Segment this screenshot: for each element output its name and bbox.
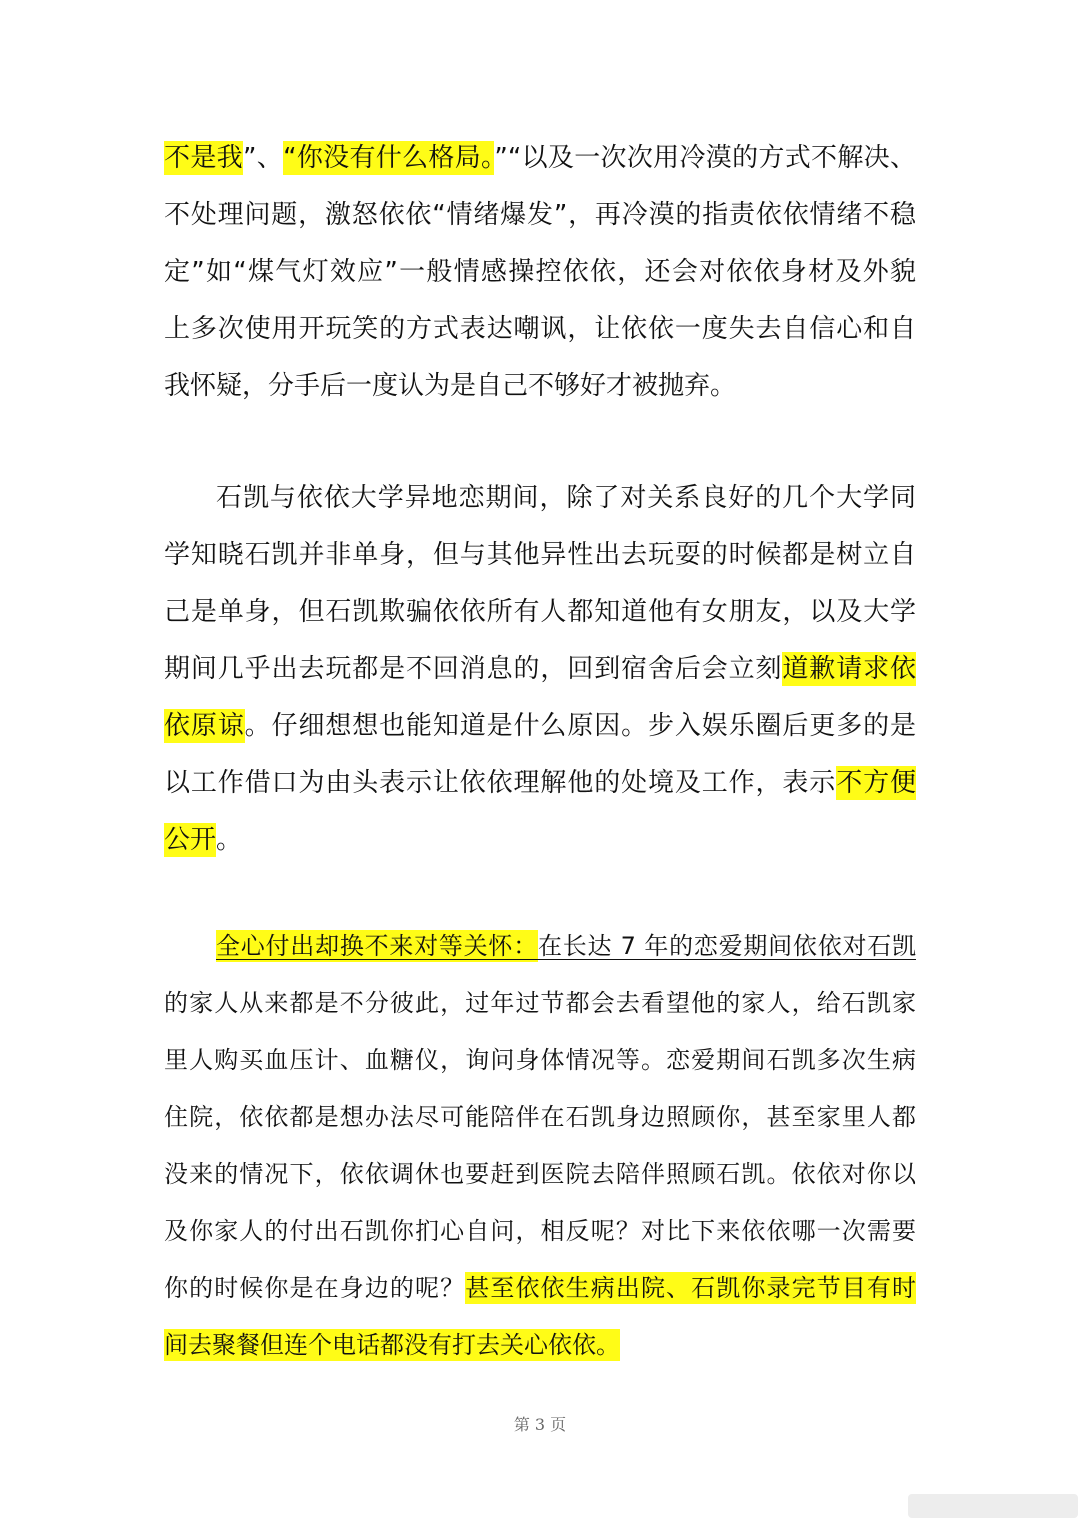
text-line: [164, 1089, 916, 1146]
underlined-text: 在长达 7 年的恋爱期间依依对石凯: [537, 932, 916, 960]
text-span: 期间几乎出去玩都是不回消息的，回到宿舍后会立刻: [164, 654, 783, 684]
text-span: ”、: [242, 143, 284, 173]
text-line: [164, 1203, 916, 1260]
highlight: 不方便: [836, 768, 916, 798]
text-span: 里人购买血压计、血糖仪，询问身体情况等。恋爱期间石凯多次生病: [164, 1046, 916, 1074]
text-line: [164, 812, 916, 869]
text-line: [164, 527, 916, 584]
page-number: 第 3 页: [513, 1415, 567, 1434]
text-line: [164, 918, 916, 975]
text-span: 石凯与依依大学异地恋期间，除了对关系良好的几个大学同: [216, 483, 916, 513]
paragraph-3: [164, 918, 916, 1374]
text-span: 住院，依依都是想办法尽可能陪伴在石凯身边照顾你，甚至家里人都: [164, 1103, 916, 1131]
text-line: [164, 470, 916, 527]
highlight: 不是我: [164, 143, 243, 173]
text-line: [164, 358, 916, 415]
text-span: 。仔细想想也能知道是什么原因。步入娱乐圈后更多的是: [244, 711, 916, 741]
watermark: [908, 1494, 1078, 1518]
paragraph-2: [164, 470, 916, 869]
text-span: 我怀疑，分手后一度认为是自己不够好才被抛弃。: [164, 371, 737, 401]
text-span: 定”如“煤气灯效应”一般情感操控依依，还会对依依身材及外貌: [164, 257, 916, 287]
text-line: [164, 130, 916, 187]
highlight: 依原谅: [164, 711, 245, 741]
text-line: [164, 975, 916, 1032]
text-span: 。: [216, 825, 243, 855]
text-line: [164, 244, 916, 301]
text-line: [164, 698, 916, 755]
text-line: [164, 641, 916, 698]
highlight: 间去聚餐但连个电话都没有打去关心依依。: [164, 1331, 620, 1359]
text-span: 的家人从来都是不分彼此，过年过节都会去看望他的家人，给石凯家: [164, 989, 916, 1017]
paragraph-1: [164, 130, 916, 415]
text-line: [164, 755, 916, 812]
text-line: [164, 584, 916, 641]
text-span: 上多次使用开玩笑的方式表达嘲讽，让依依一度失去自信心和自: [164, 314, 916, 344]
text-line: [164, 1032, 916, 1089]
highlight: 甚至依依生病出院、石凯你录完节目有时: [465, 1274, 917, 1302]
highlight: 公开: [164, 825, 217, 855]
text-line: [164, 301, 916, 358]
text-line: [164, 187, 916, 244]
text-span: 己是单身，但石凯欺骗依依所有人都知道他有女朋友，以及大学: [164, 597, 916, 627]
text-span: 及你家人的付出石凯你扪心自问，相反呢？对比下来依依哪一次需要: [164, 1217, 916, 1245]
text-span: 不处理问题，激怒依依“情绪爆发”，再冷漠的指责依依情绪不稳: [164, 200, 916, 230]
highlight: 道歉请求依: [782, 654, 916, 684]
text-line: [164, 1260, 916, 1317]
text-line: [164, 1317, 916, 1374]
text-span: ”“以及一次次用冷漠的方式不解决、: [494, 143, 916, 173]
text-span: 你的时候你是在身边的呢？: [164, 1274, 466, 1302]
highlight-heading: 全心付出却换不来对等关怀：: [216, 932, 538, 960]
text-span: 没来的情况下，依依调休也要赶到医院去陪伴照顾石凯。依依对你以: [164, 1160, 916, 1188]
text-line: [164, 1146, 916, 1203]
text-span: 以工作借口为由头表示让依依理解他的处境及工作，表示: [164, 768, 837, 798]
highlight: “你没有什么格局。: [283, 143, 495, 173]
text-span: 学知晓石凯并非单身，但与其他异性出去玩耍的时候都是树立自: [164, 540, 916, 570]
